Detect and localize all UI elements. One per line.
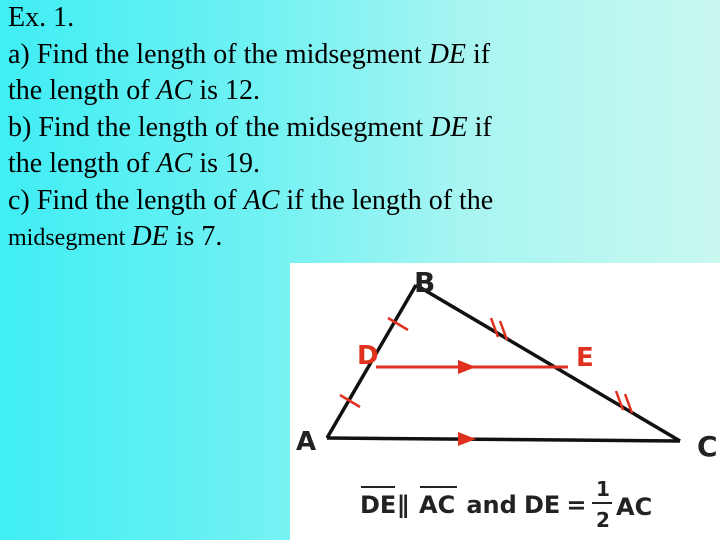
caption-de-2: DE <box>524 491 561 519</box>
caption-parallel: ∥ <box>397 491 409 519</box>
triangle-figure <box>290 263 720 540</box>
fraction-denominator: 2 <box>596 508 610 532</box>
vertex-c-label: C <box>697 430 718 463</box>
side-ac <box>327 438 680 441</box>
part-a-line-2: the length of AC is 12. <box>8 75 260 106</box>
caption-and: and <box>458 491 526 519</box>
caption-de: DE <box>360 491 397 519</box>
side-bc <box>416 285 680 441</box>
triangle-diagram <box>290 263 720 540</box>
caption-equals: = <box>558 491 595 519</box>
ac-parallel-arrow <box>458 432 476 446</box>
part-c-line-2: midsegment DE is 7. <box>8 221 223 252</box>
fraction-numerator: 1 <box>596 477 610 501</box>
part-a-line-1: a) Find the length of the midsegment DE if <box>8 38 491 70</box>
de-parallel-arrow <box>458 360 476 374</box>
problem-text <box>8 0 713 257</box>
midsegment-theorem-caption <box>360 477 652 532</box>
part-b-line-1: b) Find the length of the midsegment DE if <box>8 111 492 143</box>
vertex-a-label: A <box>296 427 317 457</box>
example-title: Ex. 1. <box>8 2 75 33</box>
point-d-label: D <box>357 341 379 371</box>
caption-ac-2: AC <box>616 493 653 521</box>
part-b-line-2: the length of AC is 19. <box>8 148 260 179</box>
vertex-b-label: B <box>414 266 436 299</box>
caption-ac: AC <box>419 491 456 519</box>
point-e-label: E <box>576 343 594 373</box>
part-c-line-1: c) Find the length of AC if the length of the <box>8 184 494 216</box>
tick-be-1 <box>491 318 498 337</box>
